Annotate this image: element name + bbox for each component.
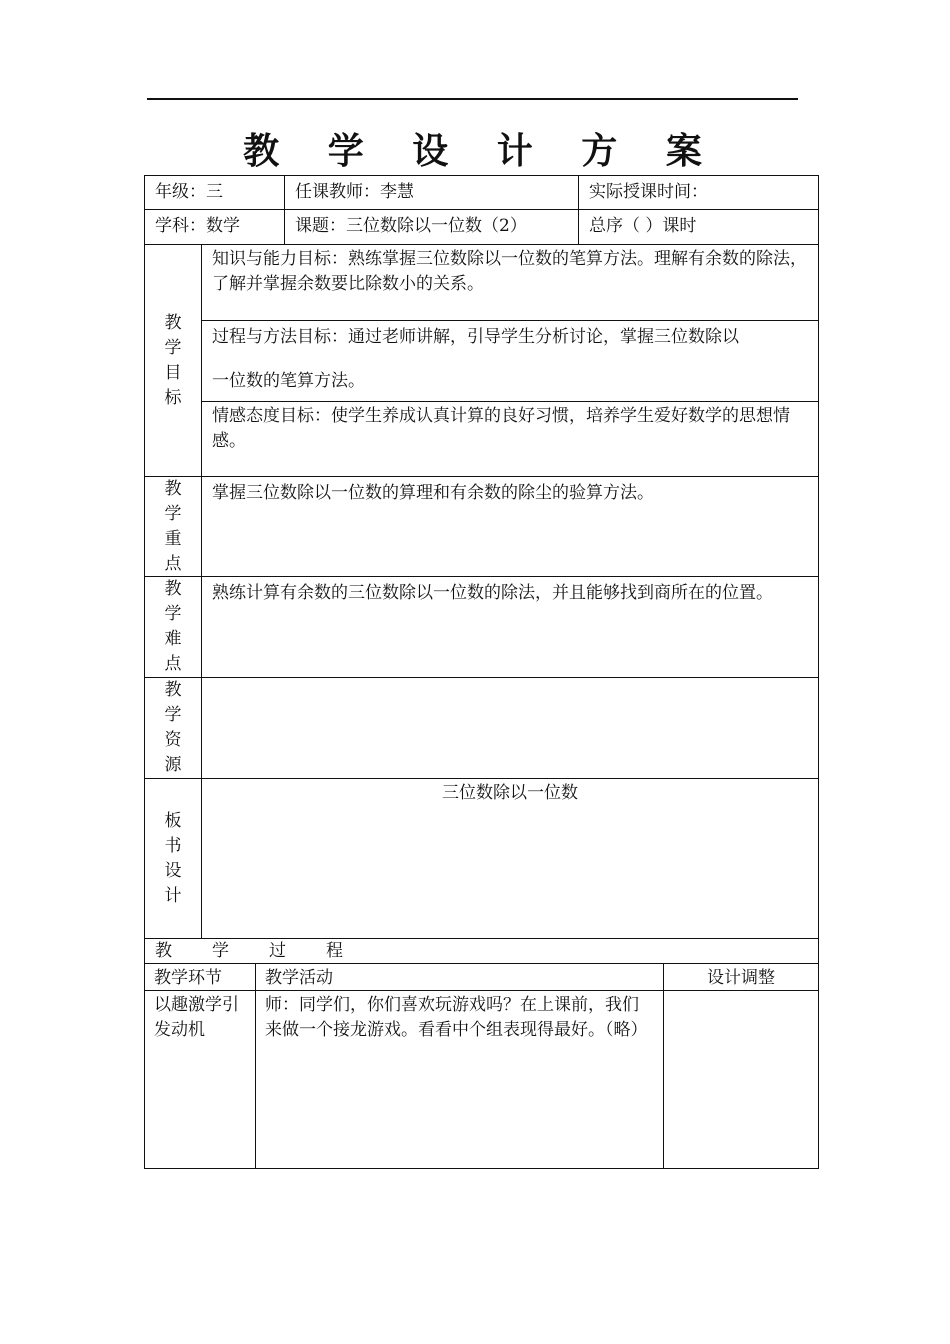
topic-cell [284, 209, 579, 245]
process-objective-line2: 一位数的笔算方法。 [212, 371, 365, 391]
label-char: 教 [164, 478, 182, 499]
label-char: 目 [164, 362, 182, 383]
total-order-text: 总序（ ）课时 [589, 216, 697, 236]
board-label [144, 778, 202, 939]
table-row-stage [144, 990, 256, 1169]
resources-label [144, 677, 202, 779]
difficulties-label [144, 576, 202, 678]
knowledge-objective-text: 知识与能力目标：熟练掌握三位数除以一位数的笔算方法。理解有余数的除法，了解并掌握余数要比除数小的关系。 [212, 249, 807, 294]
grade-text: 年级：三 [155, 182, 223, 202]
label-char: 点 [164, 553, 182, 574]
table-row-adjust [663, 990, 819, 1169]
label-char: 点 [164, 654, 182, 674]
process-objective-line1: 过程与方法目标：通过老师讲解，引导学生分析讨论，掌握三位数除以 [212, 327, 739, 347]
top-rule [147, 98, 798, 100]
label-char: 学 [164, 705, 182, 725]
process-heading: 教 学 过 程 [155, 941, 345, 961]
label-char: 书 [164, 835, 182, 856]
label-char: 学 [164, 604, 182, 624]
key-points-text: 掌握三位数除以一位数的算理和有余数的除尘的验算方法。 [212, 483, 654, 503]
label-char: 学 [164, 503, 182, 524]
label-char: 教 [164, 680, 182, 700]
col-activity-label: 教学活动 [265, 968, 333, 988]
label-char: 源 [164, 755, 182, 775]
label-char: 重 [164, 528, 182, 549]
col-adjust-label: 设计调整 [707, 968, 775, 988]
resources-content [201, 677, 819, 779]
subject-cell [144, 209, 285, 245]
emotion-objective-text: 情感态度目标：使学生养成认真计算的良好习惯，培养学生爱好数学的思想情感。 [212, 406, 790, 451]
actual-time-cell [578, 175, 819, 210]
objectives-label [144, 244, 202, 477]
process-objective [201, 320, 819, 402]
col-stage-header [144, 963, 256, 991]
activity-text: 师：同学们，你们喜欢玩游戏吗？在上课前，我们来做一个接龙游戏。看看中个组表现得最好。（略） [265, 995, 648, 1040]
grade-cell [144, 175, 285, 210]
col-adjust-header [663, 963, 819, 991]
label-char: 标 [164, 387, 182, 408]
topic-text: 课题：三位数除以一位数（2） [295, 216, 527, 236]
col-stage-label: 教学环节 [154, 968, 222, 988]
table-row-activity [255, 990, 664, 1169]
stage-text: 以趣激学引发动机 [154, 995, 239, 1040]
label-char: 难 [164, 629, 182, 649]
process-heading-cell [144, 938, 819, 964]
teacher-cell [284, 175, 579, 210]
board-content [201, 778, 819, 939]
page-title: 教 学 设 计 方 案 [243, 131, 720, 172]
difficulties-text: 熟练计算有余数的三位数除以一位数的除法，并且能够找到商所在的位置。 [212, 583, 773, 603]
total-order-cell [578, 209, 819, 245]
label-char: 设 [164, 860, 182, 881]
board-heading: 三位数除以一位数 [442, 783, 578, 803]
emotion-objective [201, 401, 819, 477]
label-char: 教 [164, 312, 182, 333]
label-char: 教 [164, 579, 182, 599]
col-activity-header [255, 963, 664, 991]
label-char: 计 [164, 885, 182, 906]
knowledge-objective [201, 244, 819, 321]
key-points-label [144, 476, 202, 577]
label-char: 学 [164, 337, 182, 358]
subject-text: 学科：数学 [155, 216, 240, 236]
difficulties-content [201, 576, 819, 678]
label-char: 板 [164, 810, 182, 831]
teacher-text: 任课教师：李慧 [295, 182, 414, 202]
actual-time-text: 实际授课时间： [589, 182, 708, 202]
label-char: 资 [164, 730, 182, 750]
key-points-content [201, 476, 819, 577]
